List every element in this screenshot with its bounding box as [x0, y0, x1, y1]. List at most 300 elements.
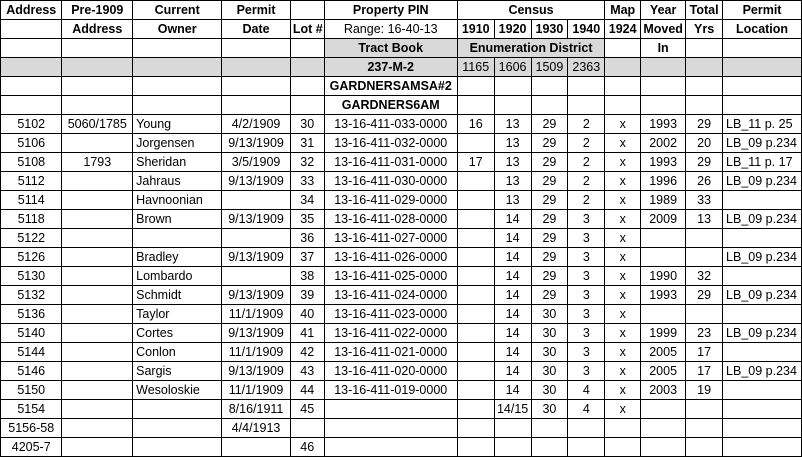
- pin-cell[interactable]: 13-16-411-026-0000: [324, 248, 457, 267]
- table-row: [1, 381, 802, 400]
- header-pre1909[interactable]: Pre-1909: [62, 1, 133, 20]
- address-cell[interactable]: 5114: [1, 191, 62, 210]
- census-1910-cell[interactable]: 17: [457, 153, 494, 172]
- address-cell[interactable]: 5144: [1, 343, 62, 362]
- table-row: [1, 324, 802, 343]
- owner-cell[interactable]: [133, 400, 222, 419]
- year-moved-cell[interactable]: 1990: [641, 267, 686, 286]
- census-1910-cell[interactable]: [457, 229, 494, 248]
- permit-location-cell[interactable]: [723, 267, 802, 286]
- census-1920-cell[interactable]: [494, 419, 531, 438]
- header2-1920[interactable]: 1920: [494, 20, 531, 39]
- pre1909-cell[interactable]: [62, 210, 133, 229]
- pre1909-cell[interactable]: [62, 248, 133, 267]
- permit-date-cell[interactable]: 4/2/1909: [222, 115, 291, 134]
- census-1930-cell[interactable]: 29: [531, 229, 568, 248]
- census-1920-cell[interactable]: 13: [494, 191, 531, 210]
- year-moved-cell[interactable]: [641, 229, 686, 248]
- header-lot-blank[interactable]: [290, 1, 324, 20]
- pin-cell[interactable]: [324, 438, 457, 457]
- census-1920-cell[interactable]: 14: [494, 248, 531, 267]
- permit-location-cell[interactable]: [723, 191, 802, 210]
- census-1910-cell[interactable]: [457, 172, 494, 191]
- pin-cell[interactable]: [324, 400, 457, 419]
- census-1940-cell[interactable]: 3: [568, 286, 605, 305]
- map-1924-cell[interactable]: x: [605, 305, 641, 324]
- header-current[interactable]: Current: [133, 1, 222, 20]
- map-1924-cell[interactable]: x: [605, 134, 641, 153]
- year-moved-cell[interactable]: 1996: [641, 172, 686, 191]
- lot-cell[interactable]: 36: [290, 229, 324, 248]
- owner-cell[interactable]: Lombardo: [133, 267, 222, 286]
- year-moved-cell[interactable]: 1993: [641, 115, 686, 134]
- permit-date-cell[interactable]: 9/13/1909: [222, 248, 291, 267]
- total-yrs-cell[interactable]: 32: [686, 267, 723, 286]
- census-1920-cell[interactable]: 14/15: [494, 400, 531, 419]
- census-1930-cell[interactable]: 30: [531, 343, 568, 362]
- total-yrs-cell[interactable]: 26: [686, 172, 723, 191]
- census-1930-cell[interactable]: 29: [531, 153, 568, 172]
- table-row: [1, 210, 802, 229]
- pin-cell[interactable]: 13-16-411-027-0000: [324, 229, 457, 248]
- table-row: [1, 153, 802, 172]
- owner-cell[interactable]: Havnoonian: [133, 191, 222, 210]
- census-1930-cell[interactable]: 30: [531, 305, 568, 324]
- pre1909-cell[interactable]: [62, 362, 133, 381]
- map-1924-cell[interactable]: x: [605, 343, 641, 362]
- owner-cell[interactable]: [133, 438, 222, 457]
- address-cell[interactable]: 5132: [1, 286, 62, 305]
- census-1910-cell[interactable]: [457, 419, 494, 438]
- lot-cell[interactable]: 32: [290, 153, 324, 172]
- header-row-3: [1, 39, 802, 58]
- census-1940-cell[interactable]: [568, 419, 605, 438]
- header2-map-1924[interactable]: 1924: [605, 20, 641, 39]
- census-1910-cell[interactable]: [457, 438, 494, 457]
- total-yrs-cell[interactable]: 20: [686, 134, 723, 153]
- address-cell[interactable]: 5118: [1, 210, 62, 229]
- census-1910-cell[interactable]: [457, 400, 494, 419]
- subdivision-row-2: [1, 96, 802, 115]
- header-map[interactable]: Map: [605, 1, 641, 20]
- lot-cell[interactable]: 42: [290, 343, 324, 362]
- permit-location-cell[interactable]: [723, 381, 802, 400]
- census-1940-cell[interactable]: 3: [568, 248, 605, 267]
- permit-date-cell[interactable]: [222, 229, 291, 248]
- header-permit[interactable]: Permit: [222, 1, 291, 20]
- permit-location-cell[interactable]: LB_11 p. 17: [723, 153, 802, 172]
- year-moved-cell[interactable]: 2002: [641, 134, 686, 153]
- census-1940-cell[interactable]: 3: [568, 305, 605, 324]
- permit-date-cell[interactable]: 11/1/1909: [222, 343, 291, 362]
- total-yrs-cell[interactable]: [686, 419, 723, 438]
- permit-location-cell[interactable]: [723, 438, 802, 457]
- owner-cell[interactable]: Cortes: [133, 324, 222, 343]
- permit-location-cell[interactable]: LB_09 p.234: [723, 362, 802, 381]
- pre1909-cell[interactable]: [62, 267, 133, 286]
- census-1910-cell[interactable]: [457, 381, 494, 400]
- census-1940-cell[interactable]: 2: [568, 134, 605, 153]
- map-1924-cell[interactable]: x: [605, 324, 641, 343]
- census-1910-cell[interactable]: [457, 343, 494, 362]
- tract-book-label[interactable]: Tract Book: [324, 39, 457, 58]
- year-moved-cell[interactable]: [641, 248, 686, 267]
- permit-location-cell[interactable]: LB_09 p.234: [723, 210, 802, 229]
- table-row: [1, 134, 802, 153]
- year-moved-cell[interactable]: 1993: [641, 153, 686, 172]
- total-yrs-cell[interactable]: 19: [686, 381, 723, 400]
- pre1909-cell[interactable]: [62, 172, 133, 191]
- header-row-1: [1, 1, 802, 20]
- pre1909-cell[interactable]: [62, 324, 133, 343]
- header-property-pin[interactable]: Property PIN: [324, 1, 457, 20]
- header2-location[interactable]: Location: [723, 20, 802, 39]
- owner-cell[interactable]: Sargis: [133, 362, 222, 381]
- total-yrs-cell[interactable]: 13: [686, 210, 723, 229]
- pin-cell[interactable]: 13-16-411-022-0000: [324, 324, 457, 343]
- permit-date-cell[interactable]: 9/13/1909: [222, 286, 291, 305]
- header2-pre1909[interactable]: Address: [62, 20, 133, 39]
- address-cell[interactable]: 5126: [1, 248, 62, 267]
- census-1930-cell[interactable]: 29: [531, 210, 568, 229]
- map-1924-cell[interactable]: x: [605, 400, 641, 419]
- census-1920-cell[interactable]: 14: [494, 229, 531, 248]
- address-cell[interactable]: 5150: [1, 381, 62, 400]
- lot-cell[interactable]: 30: [290, 115, 324, 134]
- pre1909-cell[interactable]: [62, 229, 133, 248]
- total-yrs-cell[interactable]: 17: [686, 362, 723, 381]
- pin-cell[interactable]: 13-16-411-029-0000: [324, 191, 457, 210]
- map-1924-cell[interactable]: [605, 438, 641, 457]
- pre1909-cell[interactable]: [62, 381, 133, 400]
- enumeration-district-label[interactable]: Enumeration District: [457, 39, 604, 58]
- permit-location-cell[interactable]: [723, 400, 802, 419]
- address-cell[interactable]: 5156-58: [1, 419, 62, 438]
- pin-cell[interactable]: 13-16-411-024-0000: [324, 286, 457, 305]
- address-cell[interactable]: 5154: [1, 400, 62, 419]
- pre1909-cell[interactable]: [62, 438, 133, 457]
- pin-cell[interactable]: 13-16-411-023-0000: [324, 305, 457, 324]
- census-1930-cell[interactable]: 30: [531, 324, 568, 343]
- owner-cell[interactable]: Conlon: [133, 343, 222, 362]
- address-cell[interactable]: 5136: [1, 305, 62, 324]
- header2-yrs[interactable]: Yrs: [686, 20, 723, 39]
- table-row: [1, 191, 802, 210]
- header2-1930[interactable]: 1930: [531, 20, 568, 39]
- owner-cell[interactable]: Young: [133, 115, 222, 134]
- census-1920-cell[interactable]: 14: [494, 305, 531, 324]
- census-1930-cell[interactable]: 29: [531, 134, 568, 153]
- census-1920-cell[interactable]: 14: [494, 286, 531, 305]
- subdivision-name-1[interactable]: GARDNERSAMSA#2: [324, 77, 457, 96]
- pin-cell[interactable]: 13-16-411-030-0000: [324, 172, 457, 191]
- census-1930-cell[interactable]: 29: [531, 267, 568, 286]
- pre1909-cell[interactable]: [62, 191, 133, 210]
- map-1924-cell[interactable]: x: [605, 267, 641, 286]
- permit-date-cell[interactable]: 9/13/1909: [222, 172, 291, 191]
- total-yrs-cell[interactable]: [686, 438, 723, 457]
- census-1940-cell[interactable]: 2: [568, 115, 605, 134]
- permit-location-cell[interactable]: [723, 343, 802, 362]
- census-1940-cell[interactable]: [568, 438, 605, 457]
- census-1920-cell[interactable]: 14: [494, 267, 531, 286]
- map-1924-cell[interactable]: x: [605, 248, 641, 267]
- header2-1940[interactable]: 1940: [568, 20, 605, 39]
- map-1924-cell[interactable]: x: [605, 115, 641, 134]
- permit-date-cell[interactable]: [222, 267, 291, 286]
- owner-cell[interactable]: Sheridan: [133, 153, 222, 172]
- header3-in[interactable]: In: [641, 39, 686, 58]
- census-1940-cell[interactable]: 3: [568, 362, 605, 381]
- pre1909-cell[interactable]: [62, 305, 133, 324]
- address-cell[interactable]: 5102: [1, 115, 62, 134]
- census-1920-cell[interactable]: 13: [494, 115, 531, 134]
- address-cell[interactable]: 5122: [1, 229, 62, 248]
- census-1920-cell[interactable]: 14: [494, 381, 531, 400]
- census-1910-cell[interactable]: [457, 210, 494, 229]
- header-row-4: [1, 58, 802, 77]
- permit-location-cell[interactable]: LB_11 p. 25: [723, 115, 802, 134]
- census-1910-cell[interactable]: [457, 286, 494, 305]
- pin-cell[interactable]: 13-16-411-032-0000: [324, 134, 457, 153]
- permit-date-cell[interactable]: 9/13/1909: [222, 324, 291, 343]
- census-1930-cell[interactable]: 29: [531, 172, 568, 191]
- lot-cell[interactable]: 41: [290, 324, 324, 343]
- census-1940-cell[interactable]: 2: [568, 172, 605, 191]
- enum-1920[interactable]: 1606: [494, 58, 531, 77]
- permit-location-cell[interactable]: [723, 419, 802, 438]
- owner-cell[interactable]: Wesoloskie: [133, 381, 222, 400]
- pre1909-cell[interactable]: [62, 400, 133, 419]
- permit-date-cell[interactable]: 9/13/1909: [222, 210, 291, 229]
- lot-cell[interactable]: 38: [290, 267, 324, 286]
- permit-date-cell[interactable]: 9/13/1909: [222, 134, 291, 153]
- pin-cell[interactable]: 13-16-411-019-0000: [324, 381, 457, 400]
- permit-date-cell[interactable]: [222, 438, 291, 457]
- table-row: [1, 172, 802, 191]
- lot-cell[interactable]: 44: [290, 381, 324, 400]
- pin-cell[interactable]: 13-16-411-031-0000: [324, 153, 457, 172]
- census-1910-cell[interactable]: 16: [457, 115, 494, 134]
- pin-cell[interactable]: 13-16-411-020-0000: [324, 362, 457, 381]
- census-1910-cell[interactable]: [457, 324, 494, 343]
- header2-lot[interactable]: Lot #: [290, 20, 324, 39]
- map-1924-cell[interactable]: x: [605, 286, 641, 305]
- year-moved-cell[interactable]: 1989: [641, 191, 686, 210]
- permit-location-cell[interactable]: LB_09 p.234: [723, 286, 802, 305]
- total-yrs-cell[interactable]: 23: [686, 324, 723, 343]
- census-1940-cell[interactable]: 3: [568, 267, 605, 286]
- census-1920-cell[interactable]: 13: [494, 153, 531, 172]
- map-1924-cell[interactable]: x: [605, 191, 641, 210]
- census-1940-cell[interactable]: 3: [568, 229, 605, 248]
- address-cell[interactable]: 5112: [1, 172, 62, 191]
- census-1920-cell[interactable]: 14: [494, 324, 531, 343]
- census-1910-cell[interactable]: [457, 305, 494, 324]
- permit-location-cell[interactable]: [723, 305, 802, 324]
- lot-cell[interactable]: 34: [290, 191, 324, 210]
- census-1930-cell[interactable]: 30: [531, 400, 568, 419]
- map-1924-cell[interactable]: x: [605, 210, 641, 229]
- permit-date-cell[interactable]: 4/4/1913: [222, 419, 291, 438]
- year-moved-cell[interactable]: 2009: [641, 210, 686, 229]
- header2-address-blank[interactable]: [1, 20, 62, 39]
- lot-cell[interactable]: 35: [290, 210, 324, 229]
- header2-moved[interactable]: Moved: [641, 20, 686, 39]
- permit-location-cell[interactable]: LB_09 p.234: [723, 172, 802, 191]
- census-1930-cell[interactable]: 29: [531, 286, 568, 305]
- year-moved-cell[interactable]: 1999: [641, 324, 686, 343]
- header2-date[interactable]: Date: [222, 20, 291, 39]
- address-cell[interactable]: 5106: [1, 134, 62, 153]
- lot-cell[interactable]: 31: [290, 134, 324, 153]
- year-moved-cell[interactable]: [641, 419, 686, 438]
- owner-cell[interactable]: Taylor: [133, 305, 222, 324]
- census-1940-cell[interactable]: 2: [568, 153, 605, 172]
- owner-cell[interactable]: Bradley: [133, 248, 222, 267]
- lot-cell[interactable]: 39: [290, 286, 324, 305]
- lot-cell[interactable]: 45: [290, 400, 324, 419]
- pin-cell[interactable]: 13-16-411-028-0000: [324, 210, 457, 229]
- total-yrs-cell[interactable]: 33: [686, 191, 723, 210]
- year-moved-cell[interactable]: 1993: [641, 286, 686, 305]
- lot-cell[interactable]: 43: [290, 362, 324, 381]
- year-moved-cell[interactable]: [641, 400, 686, 419]
- header-census[interactable]: Census: [457, 1, 604, 20]
- pin-cell[interactable]: 13-16-411-021-0000: [324, 343, 457, 362]
- census-1920-cell[interactable]: 13: [494, 134, 531, 153]
- permit-date-cell[interactable]: [222, 191, 291, 210]
- owner-cell[interactable]: [133, 229, 222, 248]
- census-1910-cell[interactable]: [457, 267, 494, 286]
- permit-date-cell[interactable]: 9/13/1909: [222, 362, 291, 381]
- pre1909-cell[interactable]: [62, 419, 133, 438]
- total-yrs-cell[interactable]: [686, 229, 723, 248]
- census-1930-cell[interactable]: [531, 419, 568, 438]
- address-cell[interactable]: 5130: [1, 267, 62, 286]
- year-moved-cell[interactable]: 2003: [641, 381, 686, 400]
- map-1924-cell[interactable]: x: [605, 153, 641, 172]
- census-1940-cell[interactable]: 3: [568, 324, 605, 343]
- enum-1910[interactable]: 1165: [457, 58, 494, 77]
- census-1910-cell[interactable]: [457, 134, 494, 153]
- permit-location-cell[interactable]: LB_09 p.234: [723, 248, 802, 267]
- census-1940-cell[interactable]: 3: [568, 210, 605, 229]
- address-cell[interactable]: 5146: [1, 362, 62, 381]
- total-yrs-cell[interactable]: 29: [686, 286, 723, 305]
- total-yrs-cell[interactable]: [686, 400, 723, 419]
- address-cell[interactable]: 4205-7: [1, 438, 62, 457]
- owner-cell[interactable]: Jorgensen: [133, 134, 222, 153]
- lot-cell[interactable]: 33: [290, 172, 324, 191]
- lot-cell[interactable]: [290, 419, 324, 438]
- lot-cell[interactable]: 46: [290, 438, 324, 457]
- pre1909-cell[interactable]: [62, 134, 133, 153]
- owner-cell[interactable]: Schmidt: [133, 286, 222, 305]
- address-cell[interactable]: 5140: [1, 324, 62, 343]
- pin-cell[interactable]: [324, 419, 457, 438]
- header-year[interactable]: Year: [641, 1, 686, 20]
- header-permit-location[interactable]: Permit: [723, 1, 802, 20]
- census-1910-cell[interactable]: [457, 248, 494, 267]
- census-1930-cell[interactable]: [531, 438, 568, 457]
- pre1909-cell[interactable]: 5060/1785: [62, 115, 133, 134]
- permit-date-cell[interactable]: 11/1/1909: [222, 381, 291, 400]
- map-1924-cell[interactable]: [605, 419, 641, 438]
- header2-owner[interactable]: Owner: [133, 20, 222, 39]
- total-yrs-cell[interactable]: 29: [686, 153, 723, 172]
- permit-date-cell[interactable]: 8/16/1911: [222, 400, 291, 419]
- pin-cell[interactable]: 13-16-411-033-0000: [324, 115, 457, 134]
- map-1924-cell[interactable]: x: [605, 362, 641, 381]
- census-1920-cell[interactable]: 14: [494, 210, 531, 229]
- permit-date-cell[interactable]: 11/1/1909: [222, 305, 291, 324]
- census-1910-cell[interactable]: [457, 191, 494, 210]
- census-1920-cell[interactable]: 13: [494, 172, 531, 191]
- tract-book-value[interactable]: 237-M-2: [324, 58, 457, 77]
- census-1910-cell[interactable]: [457, 362, 494, 381]
- permit-location-cell[interactable]: LB_09 p.234: [723, 134, 802, 153]
- header2-range[interactable]: Range: 16-40-13: [324, 20, 457, 39]
- total-yrs-cell[interactable]: [686, 305, 723, 324]
- census-1920-cell[interactable]: 14: [494, 343, 531, 362]
- pre1909-cell[interactable]: [62, 286, 133, 305]
- permit-date-cell[interactable]: 3/5/1909: [222, 153, 291, 172]
- census-1940-cell[interactable]: 3: [568, 343, 605, 362]
- census-1930-cell[interactable]: 29: [531, 191, 568, 210]
- census-1940-cell[interactable]: 4: [568, 381, 605, 400]
- census-1940-cell[interactable]: 4: [568, 400, 605, 419]
- pre1909-cell[interactable]: 1793: [62, 153, 133, 172]
- map-1924-cell[interactable]: x: [605, 381, 641, 400]
- permit-location-cell[interactable]: [723, 229, 802, 248]
- census-1920-cell[interactable]: [494, 438, 531, 457]
- map-1924-cell[interactable]: x: [605, 229, 641, 248]
- year-moved-cell[interactable]: 2005: [641, 362, 686, 381]
- permit-location-cell[interactable]: LB_09 p.234: [723, 324, 802, 343]
- census-1930-cell[interactable]: 30: [531, 381, 568, 400]
- enum-1940[interactable]: 2363: [568, 58, 605, 77]
- owner-cell[interactable]: Jahraus: [133, 172, 222, 191]
- subdivision-name-2[interactable]: GARDNERS6AM: [324, 96, 457, 115]
- lot-cell[interactable]: 40: [290, 305, 324, 324]
- map-1924-cell[interactable]: x: [605, 172, 641, 191]
- enum-1930[interactable]: 1509: [531, 58, 568, 77]
- year-moved-cell[interactable]: [641, 438, 686, 457]
- address-cell[interactable]: 5108: [1, 153, 62, 172]
- year-moved-cell[interactable]: 2005: [641, 343, 686, 362]
- header-total[interactable]: Total: [686, 1, 723, 20]
- census-1930-cell[interactable]: 29: [531, 115, 568, 134]
- total-yrs-cell[interactable]: 17: [686, 343, 723, 362]
- census-1940-cell[interactable]: 2: [568, 191, 605, 210]
- owner-cell[interactable]: [133, 419, 222, 438]
- total-yrs-cell[interactable]: [686, 248, 723, 267]
- census-1930-cell[interactable]: 30: [531, 362, 568, 381]
- header-address[interactable]: Address: [1, 1, 62, 20]
- pre1909-cell[interactable]: [62, 343, 133, 362]
- lot-cell[interactable]: 37: [290, 248, 324, 267]
- year-moved-cell[interactable]: [641, 305, 686, 324]
- table-row: [1, 305, 802, 324]
- total-yrs-cell[interactable]: 29: [686, 115, 723, 134]
- header2-1910[interactable]: 1910: [457, 20, 494, 39]
- census-1920-cell[interactable]: 14: [494, 362, 531, 381]
- table-row: [1, 400, 802, 419]
- census-1930-cell[interactable]: 29: [531, 248, 568, 267]
- pin-cell[interactable]: 13-16-411-025-0000: [324, 267, 457, 286]
- owner-cell[interactable]: Brown: [133, 210, 222, 229]
